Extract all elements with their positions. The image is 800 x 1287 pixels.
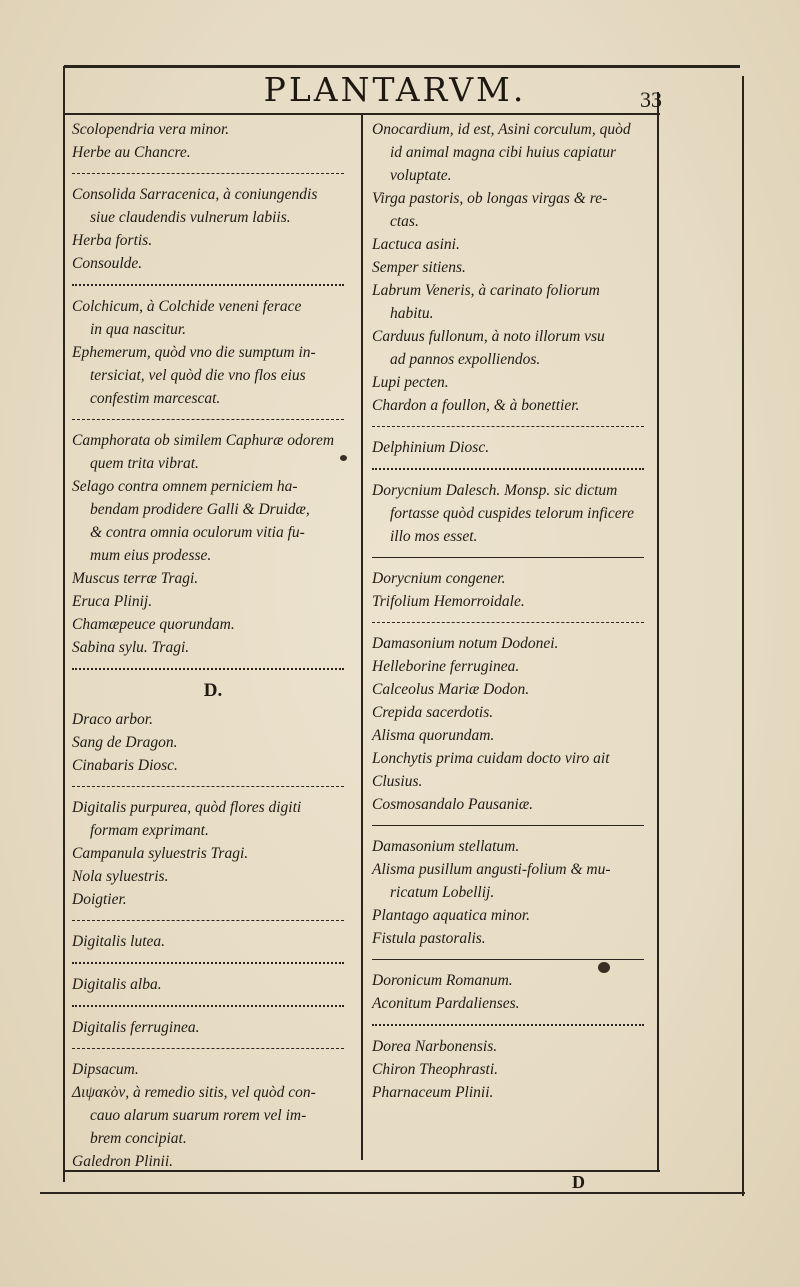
entry-line: Chiron Theophrasti. — [372, 1061, 499, 1078]
entry-line: Consoulde. — [72, 255, 143, 272]
entry-line: Herbe au Chancre. — [72, 144, 191, 161]
entry-line: Clusius. — [372, 773, 423, 790]
entry-line: Chamæpeuce quorundam. — [72, 616, 235, 633]
entry-separator-rule — [72, 920, 344, 921]
plant-entry — [372, 118, 654, 417]
plant-entry — [372, 969, 654, 1015]
entry-line: Scolopendria vera minor. — [72, 121, 230, 138]
entry-continuation-line: cauo alarum suarum rorem vel im- — [90, 1107, 307, 1124]
plant-entry — [72, 1058, 354, 1173]
running-head: PLANTARVM. — [263, 70, 527, 109]
entry-separator-rule — [372, 622, 644, 623]
entry-continuation-line: voluptate. — [390, 167, 452, 184]
entry-line: Dipsacum. — [72, 1061, 139, 1078]
signature-mark: D — [572, 1172, 585, 1192]
plant-entry — [72, 1016, 354, 1039]
plant-entry — [372, 835, 654, 950]
plant-entry — [72, 118, 354, 164]
entry-separator-rule — [72, 284, 344, 286]
entry-continuation-line: confestim marcescat. — [90, 390, 221, 407]
entry-line: Draco arbor. — [72, 711, 153, 728]
entry-continuation-line: ad pannos expolliendos. — [390, 351, 541, 368]
entry-line: Colchicum, à Colchide veneni ferace — [72, 298, 302, 315]
entry-line: Fistula pastoralis. — [372, 930, 486, 947]
entry-line: Dorycnium congener. — [372, 570, 506, 587]
plant-entry — [372, 436, 654, 459]
entry-line: Lactuca asini. — [372, 236, 460, 253]
plant-entry — [372, 1035, 654, 1104]
entry-continuation-line: in qua nascitur. — [90, 321, 187, 338]
entry-line: Eruca Plinij. — [72, 593, 153, 610]
entry-line: Virga pastoris, ob longas virgas & re- — [372, 190, 608, 207]
left-border-rule — [63, 66, 65, 1182]
entry-line: Crepida sacerdotis. — [372, 704, 494, 721]
left-column — [72, 118, 354, 1173]
right-inner-border-rule — [657, 92, 659, 1172]
entry-line: Digitalis lutea. — [72, 933, 165, 950]
entry-separator-rule — [372, 1024, 644, 1026]
entry-line: Cosmosandalo Pausaniæ. — [372, 796, 534, 813]
entry-line: Damasonium notum Dodonei. — [372, 635, 559, 652]
entry-line: Dorea Narbonensis. — [372, 1038, 498, 1055]
entry-continuation-line: mum eius prodesse. — [90, 547, 212, 564]
entry-line: Alisma quorundam. — [372, 727, 495, 744]
entry-line: Nola syluestris. — [72, 868, 169, 885]
entry-separator-rule — [72, 1005, 344, 1007]
plant-entry — [372, 479, 654, 548]
entry-line: Delphinium Diosc. — [372, 439, 490, 456]
ink-blot — [340, 455, 347, 461]
plant-entry — [72, 708, 354, 777]
entry-separator-rule — [372, 557, 644, 558]
entry-line: Consolida Sarracenica, à coniungendis — [72, 186, 318, 203]
entry-line: Lupi pecten. — [372, 374, 449, 391]
page-number: 33 — [640, 87, 662, 112]
entry-line: Carduus fullonum, à noto illorum vsu — [372, 328, 605, 345]
entry-line: Onocardium, id est, Asini corculum, quòd — [372, 121, 631, 138]
plant-entry — [72, 429, 354, 659]
entry-line: Cinabaris Diosc. — [72, 757, 178, 774]
entry-line: Sabina sylu. Tragi. — [72, 639, 190, 656]
entry-line: Calceolus Mariæ Dodon. — [372, 681, 530, 698]
entry-continuation-line: bendam prodidere Galli & Druidæ, — [90, 501, 310, 518]
entry-line: Galedron Plinii. — [72, 1153, 174, 1170]
entry-continuation-line: habitu. — [390, 305, 434, 322]
entry-line: Semper sitiens. — [372, 259, 466, 276]
entry-line: Pharnaceum Plinii. — [372, 1084, 494, 1101]
entry-line: Digitalis alba. — [72, 976, 162, 993]
entry-continuation-line: siue claudendis vulnerum labiis. — [90, 209, 291, 226]
entry-continuation-line: formam exprimant. — [90, 822, 209, 839]
entry-separator-rule — [72, 173, 344, 174]
plant-entry — [372, 567, 654, 613]
entry-continuation-line: fortasse quòd cuspides telorum inficere — [390, 505, 634, 522]
entry-line: Chardon a foullon, & à bonettier. — [372, 397, 580, 414]
entry-line: Damasonium stellatum. — [372, 838, 520, 855]
entry-separator-rule — [72, 786, 344, 787]
section-letter: D. — [203, 680, 223, 701]
entry-continuation-line: & contra omnia oculorum vitia fu- — [90, 524, 305, 541]
entry-line: Διψακὸν, à remedio sitis, vel quòd con- — [72, 1084, 316, 1101]
entry-separator-rule — [72, 668, 344, 670]
plant-entry — [72, 295, 354, 410]
plant-entry — [372, 632, 654, 816]
entry-continuation-line: brem concipiat. — [90, 1130, 187, 1147]
entry-line: Muscus terræ Tragi. — [72, 570, 199, 587]
entry-separator-rule — [372, 825, 644, 826]
column-divider-rule — [361, 115, 363, 1160]
right-outer-border-rule — [742, 76, 744, 1196]
entry-separator-rule — [372, 426, 644, 427]
entry-line: Ephemerum, quòd vno die sumptum in- — [72, 344, 316, 361]
entry-separator-rule — [72, 419, 344, 420]
entry-line: Sang de Dragon. — [72, 734, 178, 751]
entry-line: Doronicum Romanum. — [372, 972, 513, 989]
entry-line: Campanula syluestris Tragi. — [72, 845, 249, 862]
plant-entry — [72, 973, 354, 996]
entry-line: Trifolium Hemorroidale. — [372, 593, 525, 610]
entry-separator-rule — [372, 468, 644, 470]
entry-separator-rule — [72, 962, 344, 964]
entry-line: Labrum Veneris, à carinato foliorum — [372, 282, 600, 299]
entry-line: Alisma pusillum angusti-folium & mu- — [372, 861, 611, 878]
bottom-outer-rule — [40, 1192, 745, 1194]
ink-blot — [598, 962, 610, 973]
entry-line: Digitalis purpurea, quòd flores digiti — [72, 799, 302, 816]
entry-line: Plantago aquatica minor. — [372, 907, 531, 924]
entry-line: Digitalis ferruginea. — [72, 1019, 200, 1036]
entry-continuation-line: illo mos esset. — [390, 528, 478, 545]
entry-continuation-line: ctas. — [390, 213, 419, 230]
entry-line: Helleborine ferruginea. — [372, 658, 520, 675]
entry-separator-rule — [72, 1048, 344, 1049]
top-border-rule — [64, 65, 740, 68]
entry-continuation-line: tersiciat, vel quòd die vno flos eius — [90, 367, 306, 384]
entry-continuation-line: quem trita vibrat. — [90, 455, 199, 472]
entry-line: Doigtier. — [72, 891, 127, 908]
plant-entry — [72, 930, 354, 953]
entry-continuation-line: id animal magna cibi huius capiatur — [390, 144, 617, 161]
plant-entry — [72, 796, 354, 911]
entry-line: Selago contra omnem perniciem ha- — [72, 478, 298, 495]
plant-entry — [72, 183, 354, 275]
right-column — [372, 118, 654, 1104]
entry-continuation-line: ricatum Lobellij. — [390, 884, 495, 901]
entry-line: Lonchytis prima cuidam docto viro ait — [372, 750, 610, 767]
entry-line: Camphorata ob similem Caphuræ odorem — [72, 432, 335, 449]
entry-line: Herba fortis. — [72, 232, 153, 249]
entry-line: Dorycnium Dalesch. Monsp. sic dictum — [372, 482, 618, 499]
entry-separator-rule — [372, 959, 644, 960]
entry-line: Aconitum Pardalienses. — [372, 995, 520, 1012]
